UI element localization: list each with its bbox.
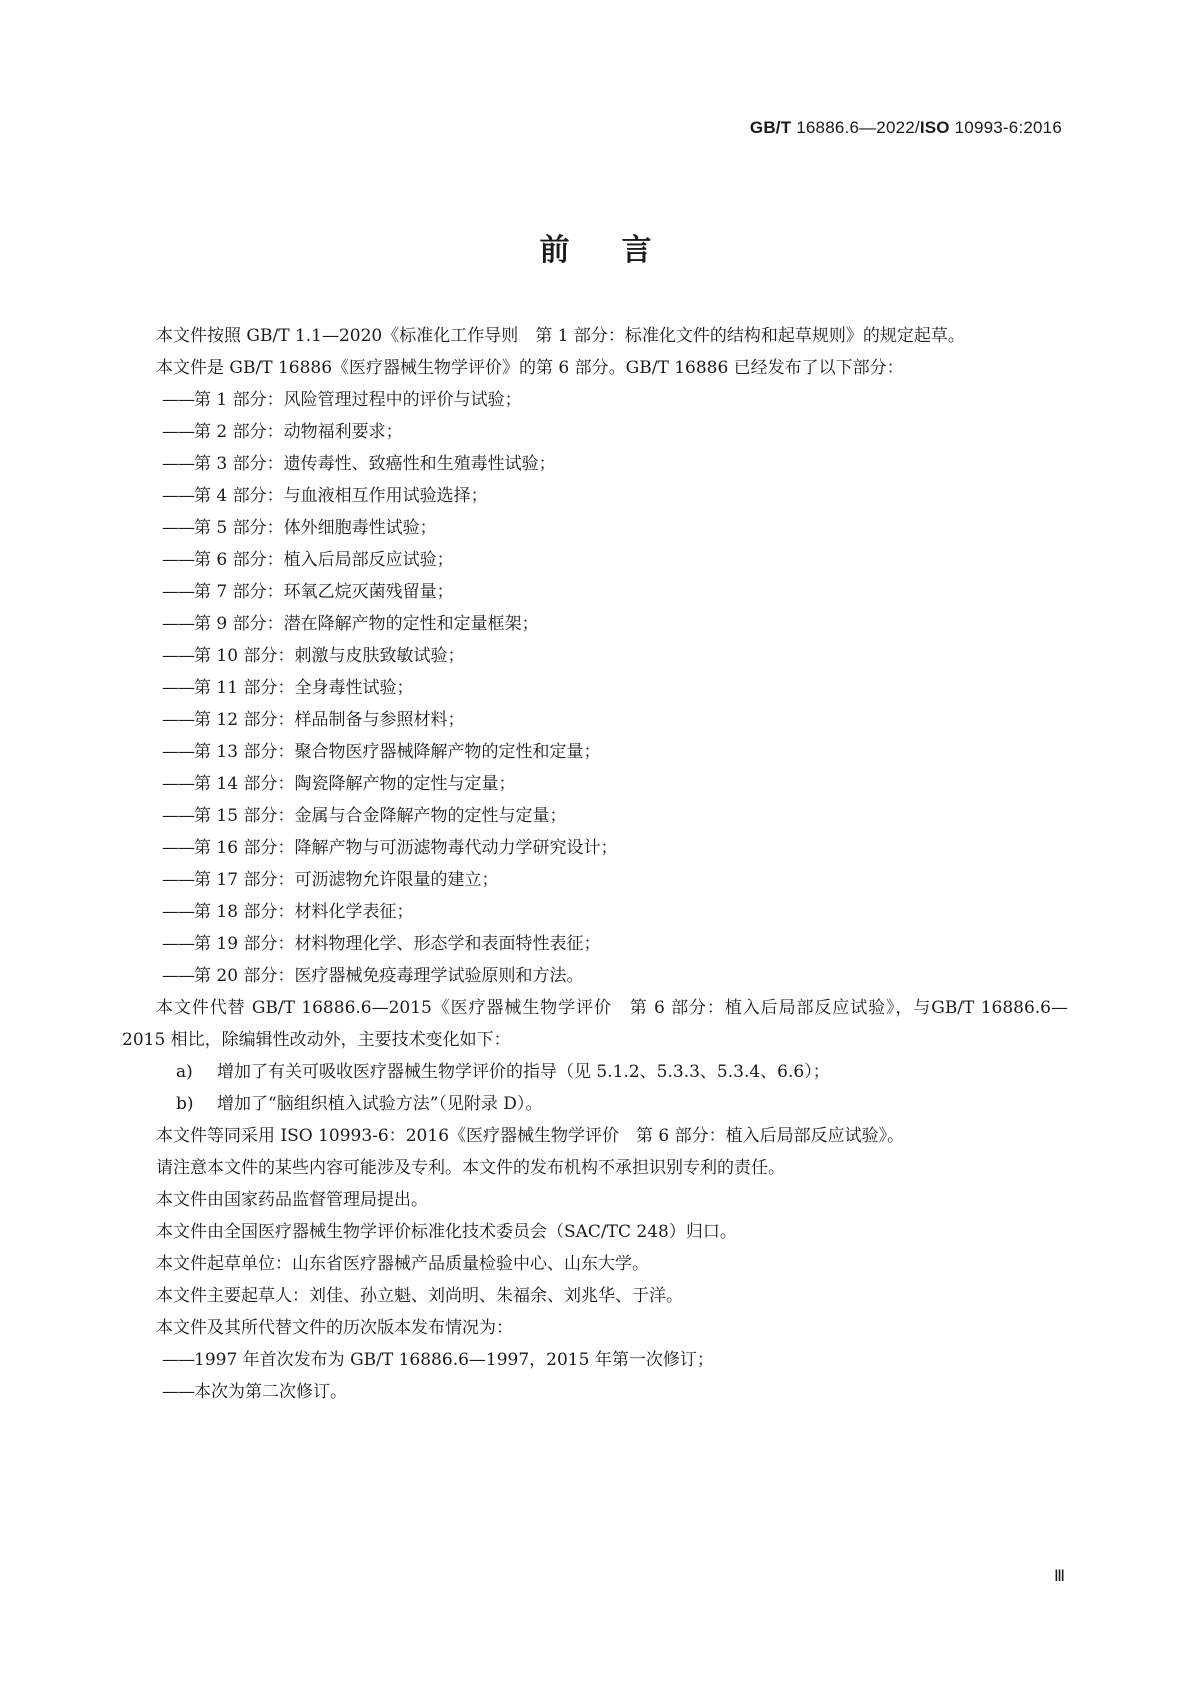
paragraph-proposer: 本文件由国家药品监督管理局提出。 xyxy=(156,1190,428,1210)
list-item: ——第 4 部分：与血液相互作用试验选择； xyxy=(162,486,488,506)
dash-mark: —— xyxy=(162,774,194,794)
dash-mark: —— xyxy=(162,454,194,474)
list-item: ——第 18 部分：材料化学表征； xyxy=(162,902,414,922)
list-item: ——第 5 部分：体外细胞毒性试验； xyxy=(162,518,437,538)
dash-mark: —— xyxy=(162,806,194,826)
list-item: ——第 14 部分：陶瓷降解产物的定性与定量； xyxy=(162,774,516,794)
dash-mark: —— xyxy=(162,678,194,698)
list-item: ——第 10 部分：刺激与皮肤致敏试验； xyxy=(162,646,465,666)
dash-mark: —— xyxy=(162,550,194,570)
std-code-number: 16886.6—2022/ xyxy=(791,118,920,137)
dash-mark: —— xyxy=(162,518,194,538)
std-code-iso: ISO xyxy=(919,118,950,137)
list-item: a) 增加了有关可吸收医疗器械生物学评价的指导（见 5.1.2、5.3.3、5.3.4、6.6）； xyxy=(122,1056,1068,1088)
paragraph-drafting-rules: 本文件按照 GB/T 1.1—2020《标准化工作导则 第 1 部分：标准化文件的结构和起草规则》的规定起草。 xyxy=(156,326,965,346)
dash-mark: —— xyxy=(162,742,194,762)
paragraph-patent-notice: 请注意本文件的某些内容可能涉及专利。本文件的发布机构不承担识别专利的责任。 xyxy=(156,1158,785,1178)
dash-mark: —— xyxy=(162,1350,194,1370)
list-item: ——第 9 部分：潜在降解产物的定性和定量框架； xyxy=(162,614,539,634)
list-item: ——第 6 部分：植入后局部反应试验； xyxy=(162,550,454,570)
std-code-gbt: GB/T xyxy=(749,118,792,137)
list-item: ——第 17 部分：可沥滤物允许限量的建立； xyxy=(162,870,499,890)
paragraph-replacement: 本文件代替 GB/T 16886.6—2015《医疗器械生物学评价 第 6 部分：植入后局部反应试验》，与GB/T 16886.6—2015 相比，除编辑性改动外，主要技术变化如下： xyxy=(122,998,1068,1050)
dash-mark: —— xyxy=(162,710,194,730)
paragraph-history-intro: 本文件及其所代替文件的历次版本发布情况为： xyxy=(156,1318,513,1338)
dash-mark: —— xyxy=(162,614,194,634)
paragraph-series-intro: 本文件是 GB/T 16886《医疗器械生物学评价》的第 6 部分。GB/T 16886 已经发布了以下部分： xyxy=(156,358,904,378)
page-title: 前言 xyxy=(539,233,704,268)
list-item: ——第 19 部分：材料物理化学、形态学和表面特性表征； xyxy=(162,934,601,954)
dash-mark: —— xyxy=(162,902,194,922)
dash-mark: —— xyxy=(162,646,194,666)
paragraph-adoption: 本文件等同采用 ISO 10993-6：2016《医疗器械生物学评价 第 6 部分：植入后局部反应试验》。 xyxy=(156,1126,905,1146)
list-item: ——第 2 部分：动物福利要求； xyxy=(162,422,403,442)
parts-list xyxy=(122,384,1068,992)
dash-mark: —— xyxy=(162,486,194,506)
dash-mark: —— xyxy=(162,390,194,410)
list-item: ——第 7 部分：环氧乙烷灭菌残留量； xyxy=(162,582,454,602)
dash-mark: —— xyxy=(162,966,194,986)
standard-code xyxy=(750,118,1062,138)
history-list xyxy=(122,1344,1068,1408)
list-item: b) 增加了“脑组织植入试验方法”（见附录 D）。 xyxy=(122,1088,1068,1120)
list-item: ——第 3 部分：遗传毒性、致癌性和生殖毒性试验； xyxy=(162,454,556,474)
dash-mark: —— xyxy=(162,422,194,442)
list-item: ——第 16 部分：降解产物与可沥滤物毒代动力学研究设计； xyxy=(162,838,618,858)
dash-mark: —— xyxy=(162,838,194,858)
item-label: a) xyxy=(176,1062,193,1082)
page-number: Ⅲ xyxy=(1053,1568,1065,1585)
dash-mark: —— xyxy=(162,870,194,890)
changes-list xyxy=(122,1056,1068,1120)
std-code-iso-number: 10993-6:2016 xyxy=(949,118,1062,137)
dash-mark: —— xyxy=(162,934,194,954)
list-item: ——第 12 部分：样品制备与参照材料； xyxy=(162,710,465,730)
item-label: b) xyxy=(176,1094,194,1114)
list-item: ——第 13 部分：聚合物医疗器械降解产物的定性和定量； xyxy=(162,742,601,762)
list-item: ——第 15 部分：金属与合金降解产物的定性与定量； xyxy=(162,806,567,826)
list-item: ——第 20 部分：医疗器械免疫毒理学试验原则和方法。 xyxy=(162,966,584,986)
foreword-body xyxy=(122,320,1068,1408)
list-item: ——1997 年首次发布为 GB/T 16886.6—1997，2015 年第一次修订； xyxy=(162,1350,714,1370)
paragraph-committee: 本文件由全国医疗器械生物学评价标准化技术委员会（SAC/TC 248）归口。 xyxy=(156,1222,737,1242)
list-item: ——本次为第二次修订。 xyxy=(162,1382,347,1402)
dash-mark: —— xyxy=(162,1382,194,1402)
paragraph-drafting-units: 本文件起草单位：山东省医疗器械产品质量检验中心、山东大学。 xyxy=(156,1254,649,1274)
list-item: ——第 1 部分：风险管理过程中的评价与试验； xyxy=(162,390,522,410)
dash-mark: —— xyxy=(162,582,194,602)
list-item: ——第 11 部分：全身毒性试验； xyxy=(162,678,414,698)
paragraph-drafters: 本文件主要起草人：刘佳、孙立魁、刘尚明、朱福余、刘兆华、于洋。 xyxy=(156,1286,683,1306)
